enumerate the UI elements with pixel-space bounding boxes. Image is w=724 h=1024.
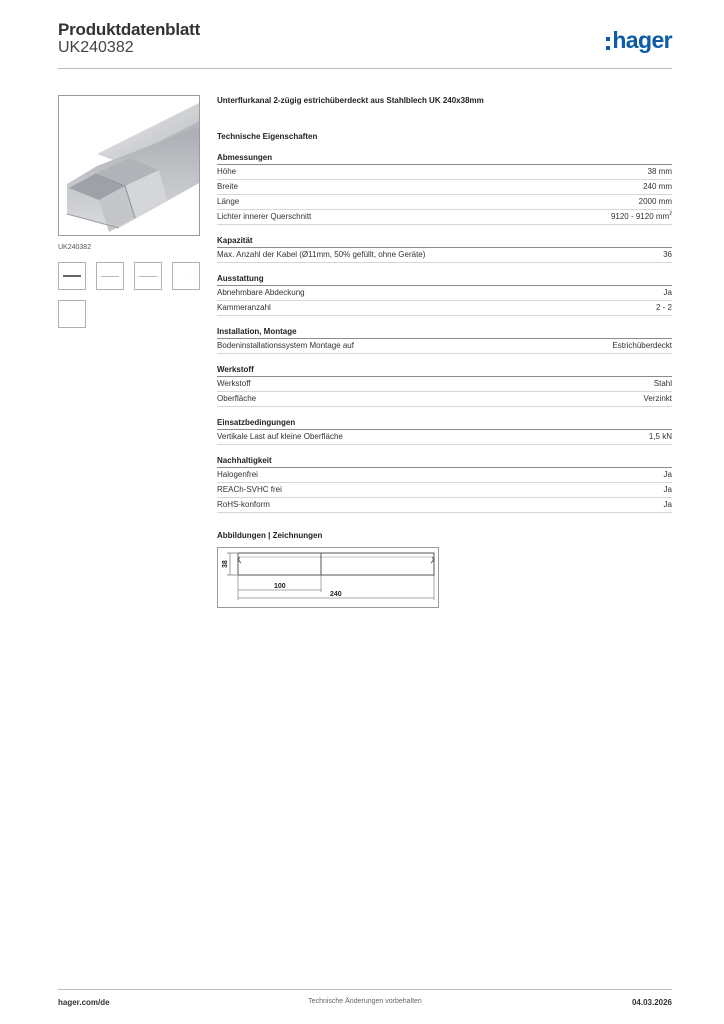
row-value: 2 - 2 <box>655 303 672 312</box>
header-divider <box>58 68 672 69</box>
group-title: Werkstoff <box>217 364 672 377</box>
table-row <box>217 195 672 210</box>
thumbnail-5[interactable] <box>58 300 86 328</box>
group-sustainability <box>217 455 672 513</box>
technical-drawing[interactable] <box>217 547 439 608</box>
table-row <box>217 301 672 316</box>
row-label: Halogenfrei <box>217 470 258 479</box>
row-label: Abnehmbare Abdeckung <box>217 288 305 297</box>
product-title: Unterflurkanal 2-zügig estrichüberdeckt aus Stahlblech UK 240x38mm <box>217 96 484 105</box>
thumbnail-line-icon <box>63 275 81 277</box>
row-value: Ja <box>663 485 672 494</box>
thumbnail-dot-icon: · <box>71 311 73 317</box>
image-caption: UK240382 <box>58 244 92 251</box>
row-value: Stahl <box>653 379 672 388</box>
group-title: Nachhaltigkeit <box>217 455 672 468</box>
unit-superscript: 2 <box>669 211 672 217</box>
table-row <box>217 392 672 407</box>
row-value: 240 mm <box>643 182 672 191</box>
technical-properties-heading: Technische Eigenschaften <box>217 132 318 141</box>
table-row <box>217 248 672 263</box>
table-row <box>217 165 672 180</box>
row-label: Max. Anzahl der Kabel (Ø11mm, 50% gefüllt, ohne Geräte) <box>217 250 426 259</box>
table-row <box>217 430 672 445</box>
row-value: 9120 - 9120 mm <box>610 212 670 221</box>
dimension-partial-label: 100 <box>274 583 286 590</box>
group-title: Installation, Montage <box>217 326 672 339</box>
row-label: Kammeranzahl <box>217 303 271 312</box>
footer-disclaimer: Technische Änderungen vorbehalten <box>308 998 422 1005</box>
row-label: RoHS-konform <box>217 500 270 509</box>
drawings-heading: Abbildungen | Zeichnungen <box>217 531 323 540</box>
row-value: Ja <box>663 288 672 297</box>
thumbnail-2[interactable] <box>96 262 124 290</box>
thumbnail-4[interactable] <box>172 262 200 290</box>
thumbnail-line-icon <box>139 276 157 277</box>
table-row <box>217 210 672 225</box>
row-label: Vertikale Last auf kleine Oberfläche <box>217 432 343 441</box>
page-header <box>58 20 672 68</box>
row-label: Lichter innerer Querschnitt <box>217 212 312 221</box>
row-label: Höhe <box>217 167 237 176</box>
group-material <box>217 364 672 407</box>
thumbnail-dot-icon: · <box>185 273 187 279</box>
row-value: Ja <box>663 500 672 509</box>
row-value: 38 mm <box>647 167 672 176</box>
logo-mark-icon <box>606 37 610 50</box>
row-value: Verzinkt <box>643 394 672 403</box>
table-row <box>217 377 672 392</box>
row-label: Breite <box>217 182 238 191</box>
table-row <box>217 483 672 498</box>
footer-website-link[interactable]: hager.com/de <box>58 998 110 1007</box>
row-value-with-unit <box>611 210 672 224</box>
cross-section-drawing-icon <box>218 548 438 607</box>
page-footer <box>58 998 672 1010</box>
logo-text: hager <box>612 26 672 53</box>
row-label: REACh-SVHC frei <box>217 485 282 494</box>
group-operating-conditions <box>217 417 672 445</box>
table-row <box>217 498 672 513</box>
row-label: Länge <box>217 197 240 206</box>
row-label: Werkstoff <box>217 379 251 388</box>
group-installation <box>217 326 672 354</box>
group-capacity <box>217 235 672 263</box>
group-title: Einsatzbedingungen <box>217 417 672 430</box>
footer-divider <box>58 989 672 990</box>
table-row <box>217 180 672 195</box>
row-value: Ja <box>663 470 672 479</box>
document-title: Produktdatenblatt <box>58 20 201 39</box>
row-value: 1,5 kN <box>648 432 672 441</box>
thumbnail-line-icon <box>101 276 119 277</box>
hager-logo <box>606 26 672 54</box>
dimension-height-label: 38 <box>222 560 229 568</box>
group-equipment <box>217 273 672 316</box>
table-row <box>217 468 672 483</box>
row-label: Bodeninstallationssystem Montage auf <box>217 341 354 350</box>
row-value: Estrichüberdeckt <box>612 341 672 350</box>
row-value: 2000 mm <box>638 197 672 206</box>
thumbnail-3[interactable] <box>134 262 162 290</box>
thumbnail-1[interactable] <box>58 262 86 290</box>
table-row <box>217 339 672 354</box>
technical-data <box>217 95 672 608</box>
footer-date: 04.03.2026 <box>631 998 672 1007</box>
product-image[interactable] <box>58 95 200 236</box>
group-title: Ausstattung <box>217 273 672 286</box>
row-value: 36 <box>663 250 672 259</box>
group-title: Abmessungen <box>217 152 672 165</box>
dimension-width-label: 240 <box>330 591 342 598</box>
table-row <box>217 286 672 301</box>
product-number: UK240382 <box>58 39 134 56</box>
group-dimensions <box>217 152 672 225</box>
cable-duct-illustration-icon <box>59 96 200 236</box>
row-label: Oberfläche <box>217 394 257 403</box>
group-title: Kapazität <box>217 235 672 248</box>
